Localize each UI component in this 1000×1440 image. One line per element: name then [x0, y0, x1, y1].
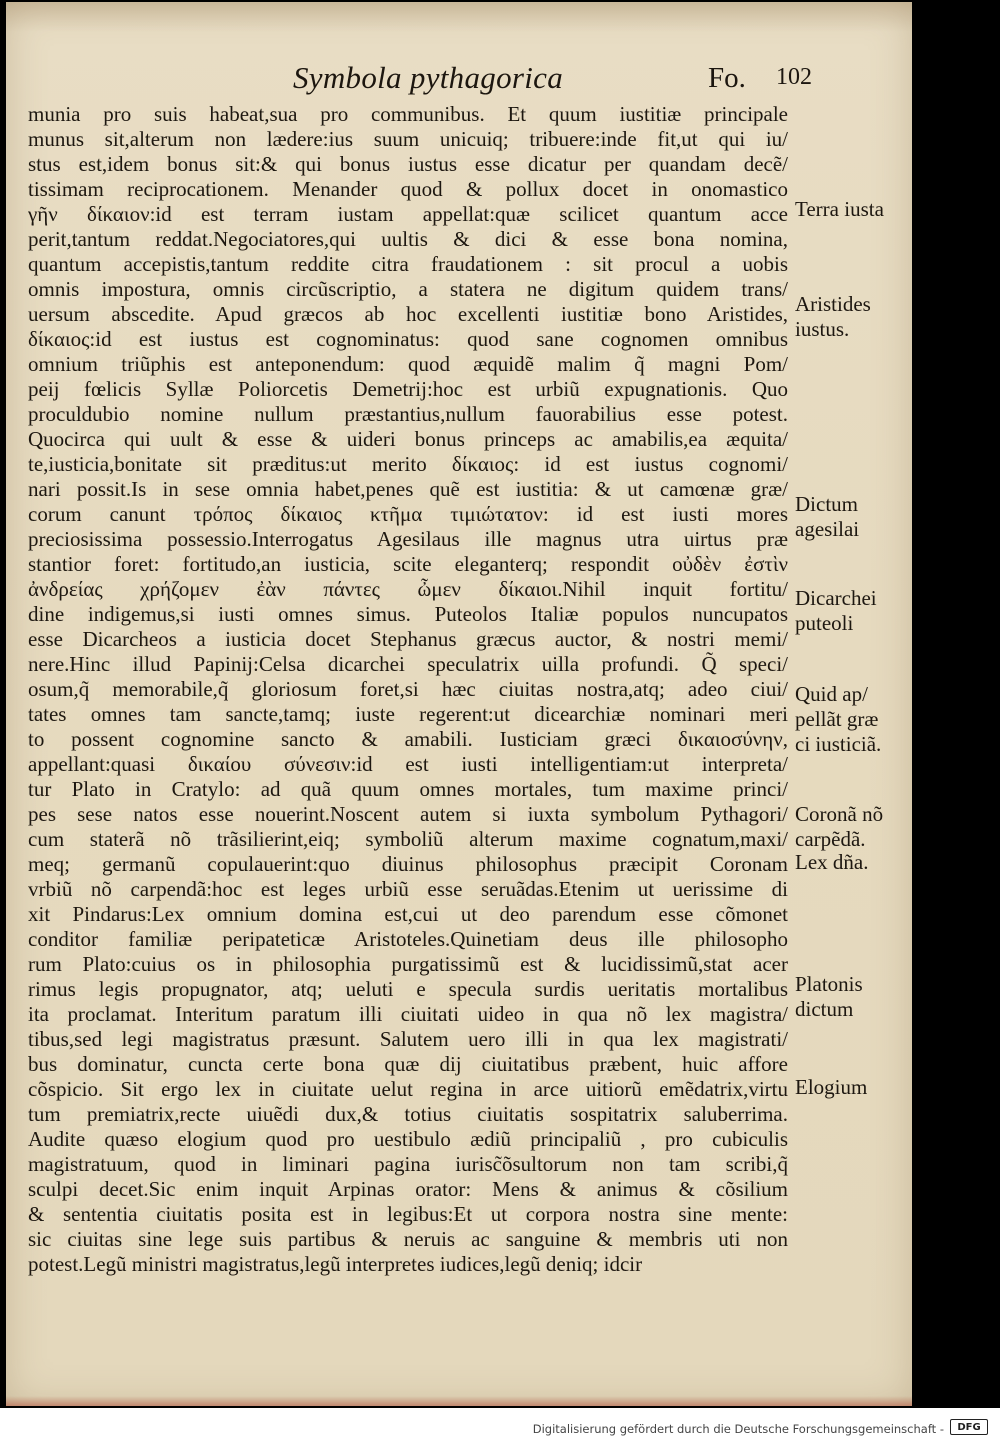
text-line: stantior foret: fortitudo,an iusticia, scite eleganterq; respondit οὐδὲν ἐστὶν [28, 552, 788, 576]
folio-label: Fo. [708, 62, 746, 94]
text-line: Quocirca qui uult & esse & uideri bonus princeps ac amabilis,ea æquita/ [28, 427, 788, 451]
text-line: munus sit,alterum non lædere:ius suum unicuiq; tribuere:inde fit,ut qui iu/ [28, 127, 788, 151]
gloss-lex-domina: Lex dña. [795, 850, 869, 874]
text-line: munia pro suis habeat,sua pro communibus. Et quum iustitiæ principale [28, 102, 788, 126]
body-text [28, 102, 788, 1277]
text-line: ita proclamat. Interitum paratum illi ciuitati uideo in qua nõ lex magistra/ [28, 1002, 788, 1026]
text-line: to possent cognomine sancto & amabili. Iusticiam græci δικαιοσύνην, [28, 727, 788, 751]
funding-credit: Digitalisierung gefördert durch die Deutsche Forschungsgemeinschaft - [532, 1422, 944, 1436]
text-line: δίκαιος:id est iustus est cognominatus: quod sane cognomen omnibus [28, 327, 788, 351]
text-line: cum staterã nõ trãsilierint,eiq; symboliũ alterum maxime cognatum,maxi/ [28, 827, 788, 851]
text-line: magistratuum, quod in liminari pagina iurisc̃õsultorum non tam scribi,q̃ [28, 1152, 788, 1176]
gloss-dictum-agesilai: Dictum agesilai [795, 492, 860, 541]
text-line: omnium triũphis est anteponendum: quod æquidẽ malim q̃ magni Pom/ [28, 352, 788, 376]
text-line: nere.Hinc illud Papinij:Celsa dicarchei speculatrix uilla profundi. Q̃ speci/ [28, 652, 788, 676]
page-edge-bottom [6, 1396, 912, 1406]
text-line: tur Plato in Cratylo: ad quã quum omnes mortales, tum maxime princi/ [28, 777, 788, 801]
text-line: appellant:quasi δικαίου σύνεσιν:id est iusti intelligentiam:ut interpreta/ [28, 752, 788, 776]
text-line: potest.Legũ ministri magistratus,legũ interpretes iudices,legũ deniq; idcir [28, 1252, 643, 1276]
gloss-elogium: Elogium [795, 1075, 868, 1099]
text-line: sic ciuitas sine lege suis partibus & neruis ac sanguine & membris uti non [28, 1227, 788, 1251]
text-line: omnis impostura, omnis circũscriptio, a statera ne digitum quidem trans/ [28, 277, 788, 301]
footer-bar [0, 1408, 1000, 1440]
text-line: esse Dicarcheos a iusticia docet Stephanus græcus auctor, & nostri memi/ [28, 627, 788, 651]
gloss-aristides-iustus: Aristides iustus. [795, 292, 871, 341]
text-line: rimus legis propugnator, atq; ueluti e specula surdis ueritatis mortalibus [28, 977, 788, 1001]
gloss-terra-iusta: Terra iusta [795, 197, 884, 221]
text-line: vrbiũ nõ carpendã:hoc est leges urbiũ esse seruãdas.Etenim ut uerissime di [28, 877, 788, 901]
text-line: γῆν δίκαιον:id est terram iustam appellat:quæ scilicet quantum acce [28, 202, 788, 226]
text-line: & sententia ciuitatis posita est in legibus:Et ut corpora nostra sine mente: [28, 1202, 788, 1226]
text-line: quantum accepistis,tantum reddite citra fraudationem : sit procul a uobis [28, 252, 788, 276]
text-line: xit Pindarus:Lex omnium domina est,cui ut deo parendum esse cõmonet [28, 902, 788, 926]
gloss-platonis-dictum: Platonis dictum [795, 972, 863, 1021]
text-line: meq; germanũ copulauerint:quo diuinus philosophus præcipit Coronam [28, 852, 788, 876]
text-line: te,iusticia,bonitate sit præditus:ut merito δίκαιος: id est iustus cognomi/ [28, 452, 788, 476]
page-stain-top [6, 2, 912, 32]
text-line: Audite quæso elogium quod pro uestibulo ædiũ principaliũ , pro cubiculis [28, 1127, 788, 1151]
text-line: peij fœlicis Syllæ Poliorcetis Demetrij:hoc est urbiũ expugnationis. Quo [28, 377, 788, 401]
text-line: perit,tantum reddat.Negociatores,qui uultis & dici & esse bona nomina, [28, 227, 788, 251]
folio-number: 102 [776, 64, 812, 90]
text-line: dine indigemus,si iusti omnes simus. Puteolos Italiæ populos nuncupatos [28, 602, 788, 626]
gloss-coronam-non-carpendam: Coronã nõ carpẽdã. [795, 802, 884, 851]
text-line: osum,q̃ memorabile,q̃ gloriosum foret,si hæc ciuitas nostra,atq; adeo ciui/ [28, 677, 788, 701]
text-line: ἀνδρείας χρήζομεν ἐὰν πάντες ὦμεν δίκαιοι.Nihil inquit fortitu/ [28, 577, 788, 601]
text-line: pes sese natos esse nouerint.Noscent autem si iuxta symbolum Pythagori/ [28, 802, 788, 826]
gloss-quid-appellant-graeci-iusticiam: Quid ap/ pellãt græ ci iusticiã. [795, 682, 882, 756]
text-line: rum Plato:cuius os in philosophia purgatissimũ est & lucidissimũ,stat acer [28, 952, 788, 976]
text-line: uersum abscedite. Apud græcos ab hoc excellenti iustitiæ bono Aristides, [28, 302, 788, 326]
text-line: corum canunt τρόπος δίκαιος κτῆμα τιμιώτατον: id est iusti mores [28, 502, 788, 526]
text-line: sculpi decet.Sic enim inquit Arpinas orator: Mens & animus & cõsilium [28, 1177, 788, 1201]
text-line: tissimam reciprocationem. Menander quod & pollux docet in onomastico [28, 177, 788, 201]
running-title: Symbola pythagorica [293, 60, 564, 95]
dfg-logo-icon: DFG [950, 1419, 988, 1435]
book-page [6, 2, 912, 1406]
text-line: conditor familiæ peripateticæ Aristoteles.Quinetiam deus ille philosopho [28, 927, 788, 951]
text-line: nari possit.Is in sese omnia habet,penes quẽ est iustitia: & ut camœnæ græ/ [28, 477, 788, 501]
text-line: tates omnes tam sancte,tamq; iuste regerent:ut dicearchiæ nominari meri [28, 702, 788, 726]
text-line: tum premiatrix,recte uiuẽdi dux,& totius ciuitatis sospitatrix saluberrima. [28, 1102, 788, 1126]
text-line: preciosissima possessio.Interrogatus Agesilaus ille magnus utra uirtus præ [28, 527, 788, 551]
text-line: bus dominatur, cuncta certe bona quæ dij ciuitatibus præbent, huic affore [28, 1052, 788, 1076]
text-line: stus est,idem bonus sit:& qui bonus iustus esse dicatur per quandam decẽ/ [28, 152, 788, 176]
text-line: proculdubio nomine nullum præstantius,nullum fauorabilius esse potest. [28, 402, 788, 426]
text-line: tibus,sed legi magistratus præsunt. Salutem uero illi in qua lex magistrati/ [28, 1027, 788, 1051]
gloss-dicarchei-puteoli: Dicarchei puteoli [795, 586, 877, 635]
text-line: cõspicio. Sit ergo lex in ciuitate uelut regina in arce uitiorũ emẽdatrix,virtu [28, 1077, 788, 1101]
